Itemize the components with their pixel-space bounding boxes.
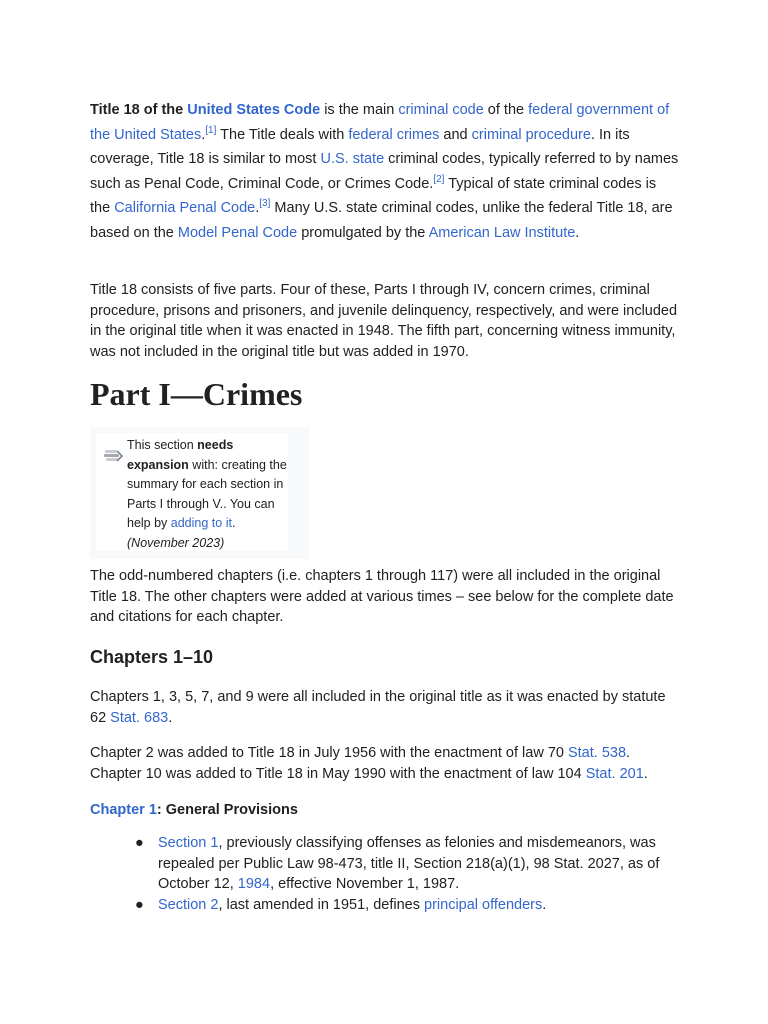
section-heading-part-1: Part I—Crimes [90, 376, 303, 412]
paragraph-text: . Chapter 10 was added to Title 18 in May 1990 with the enactment of law 104 [90, 745, 631, 782]
intro-text: The Title deals with [216, 126, 349, 143]
notice-text-part: . [231, 516, 236, 530]
chapters-paragraph-2 [90, 743, 680, 784]
bullet-icon: ● [135, 896, 144, 913]
list-item [90, 833, 690, 895]
link-american-law-institute[interactable]: American Law Institute [428, 224, 576, 241]
paragraph-text: Chapters 1, 3, 5, 7, and 9 were all included in the original title as it was enacted by statute 62 [90, 689, 666, 726]
parts-paragraph: Title 18 consists of five parts. Four of these, Parts I through IV, concern crimes, criminal procedure, prisons and prisoners, and juvenile delinquency, respectively, and were included in the original title when it was enacted in 1948. The fifth part, concerning witness immunity, was not included in the original title but was added in 1970. [90, 282, 678, 360]
notice-text [127, 436, 289, 553]
link-1984[interactable]: 1984 [237, 876, 271, 892]
paragraph-text: . [643, 765, 648, 782]
link-federal-crimes[interactable]: federal crimes [348, 126, 440, 143]
paragraph-text: . [168, 709, 173, 726]
chapter-1-title: : General Provisions [156, 802, 298, 818]
link-principal-offenders[interactable]: principal offenders [424, 896, 543, 913]
section-list [90, 833, 690, 915]
notice-text-part: This section [127, 438, 198, 452]
expansion-notice [90, 427, 309, 559]
intro-text: promulgated by the [297, 224, 429, 241]
expand-icon [102, 447, 124, 465]
chapters-paragraph-1 [90, 687, 680, 728]
reference-2[interactable]: [2] [433, 173, 445, 185]
intro-text: Title 18 of the [90, 102, 188, 118]
link-section-1[interactable]: Section 1 [158, 835, 219, 851]
section-heading-chapters: Chapters 1–10 [90, 647, 214, 667]
list-item-text: , previously classifying offenses as felonies and misdemeanors, was repealed per Public Law 98-473, title II, Section 218(a)(1), 98 Stat. 2027, as of October 12, [158, 835, 660, 892]
link-california-penal-code[interactable]: California Penal Code [114, 200, 256, 216]
link-stat-683[interactable]: Stat. 683 [110, 709, 169, 726]
link-chapter-1[interactable]: Chapter 1 [90, 802, 157, 818]
intro-paragraph [90, 98, 680, 245]
intro-text: . In its coverage, Title 18 is similar to most [90, 126, 630, 167]
notice-date: (November 2023) [127, 535, 225, 550]
adding-link[interactable]: adding to it [170, 516, 232, 530]
intro-text: is the main [320, 102, 399, 118]
chapter-1-heading [90, 800, 680, 820]
link-stat-201[interactable]: Stat. 201 [585, 765, 644, 782]
intro-text: . [575, 224, 580, 241]
link-criminal-procedure[interactable]: criminal procedure [471, 126, 591, 143]
reference-1[interactable]: [1] [205, 124, 217, 136]
link-criminal-code[interactable]: criminal code [398, 102, 484, 118]
intro-text: and [439, 126, 472, 143]
list-item-text: , last amended in 1951, defines [218, 896, 425, 913]
link-federal-government[interactable]: federal government of the United States [90, 102, 670, 143]
link-section-2[interactable]: Section 2 [158, 896, 219, 913]
list-item-text: . [542, 896, 547, 913]
intro-text: criminal codes, typically referred to by names such as Penal Code, Criminal Code, or Crimes Code. [90, 151, 679, 192]
reference-3[interactable]: [3] [259, 198, 271, 210]
bullet-icon: ● [135, 835, 144, 851]
intro-text: Many U.S. state criminal codes, unlike the federal Title 18, are based on the [90, 200, 673, 241]
link-stat-538[interactable]: Stat. 538 [567, 745, 627, 761]
intro-text: of the [483, 102, 529, 118]
odd-chapters-paragraph: The odd-numbered chapters (i.e. chapters 1 through 117) were all included in the original Title 18. The other chapters were added at various times – see below for the complete date and citations for each chapter. [90, 568, 674, 625]
notice-body [96, 433, 288, 551]
link-us-state[interactable]: U.S. state [320, 151, 385, 167]
notice-emphasis: needs expansion [127, 438, 234, 472]
list-item-text: , effective November 1, 1987. [270, 876, 460, 892]
paragraph-text: Chapter 2 was added to Title 18 in July 1956 with the enactment of law 70 [90, 745, 568, 761]
intro-text: . [201, 126, 206, 143]
link-united-states-code[interactable]: United States Code [187, 102, 321, 118]
list-item [90, 895, 690, 916]
intro-text: Typical of state criminal codes is the [90, 175, 657, 216]
notice-text-part: with: creating the summary for each section in Parts I through V.. You can help by [127, 457, 287, 530]
link-model-penal-code[interactable]: Model Penal Code [177, 224, 298, 241]
intro-text: . [255, 200, 260, 216]
